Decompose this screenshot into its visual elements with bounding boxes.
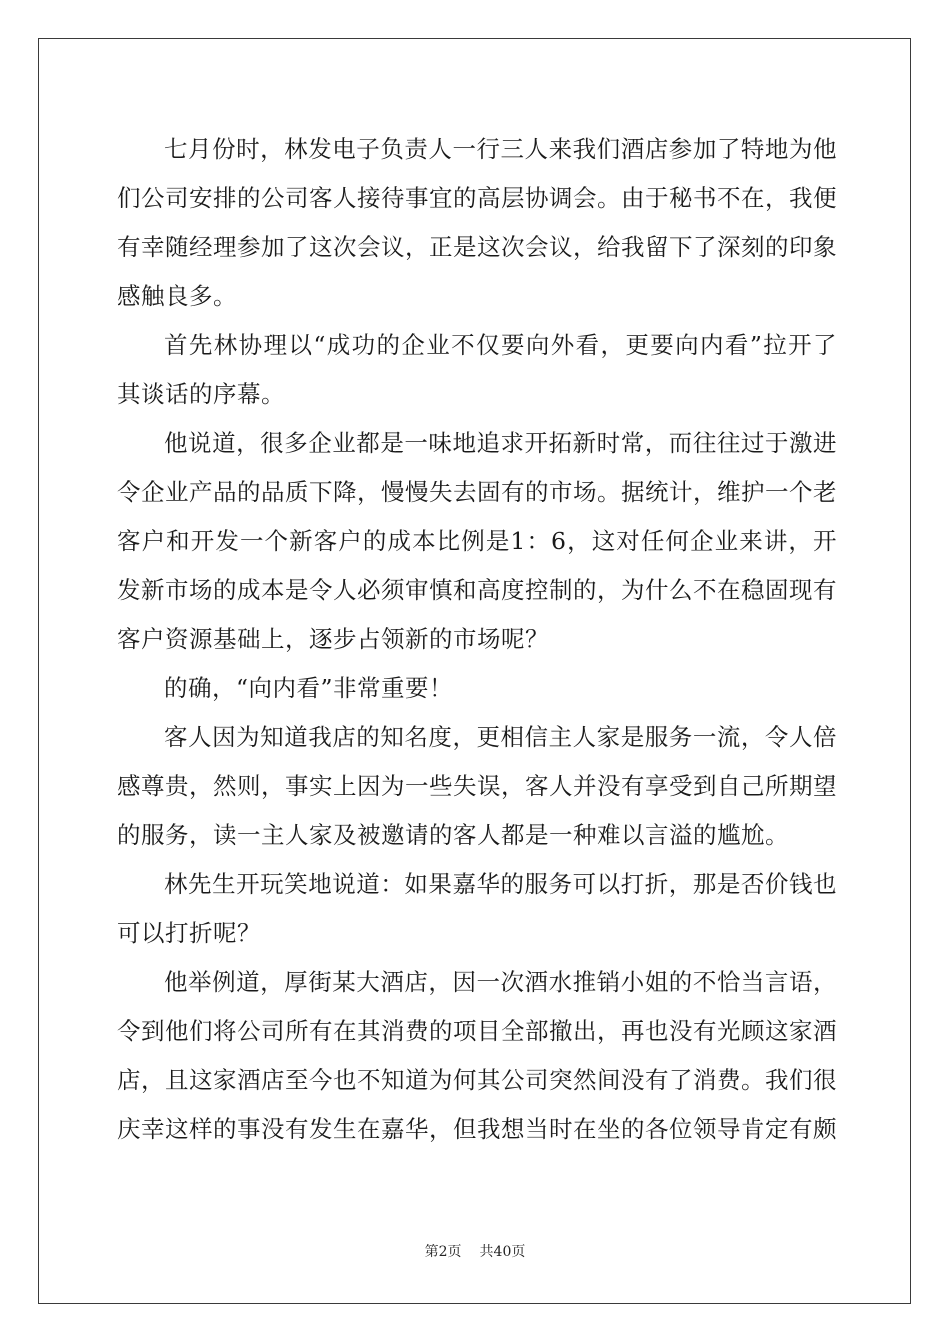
- paragraph-4: 的确，“向内看”非常重要！: [164, 674, 454, 702]
- document-body: [117, 125, 837, 1154]
- paragraph-2: 首先林协理以“成功的企业不仅要向外看，更要向内看”拉开了其谈话的序幕。: [117, 331, 837, 408]
- paragraph-7: 他举例道，厚街某大酒店，因一次酒水推销小姐的不恰当言语，令到他们将公司所有在其消费的项目全部撤出，再也没有光顾这家酒店，且这家酒店至今也不知道为何其公司突然间没有了消费。我们很庆幸这样的事没有发生在嘉华，但我想当时在坐的各位领导肯定有颇: [117, 968, 837, 1143]
- paragraph-3: 他说道，很多企业都是一味地追求开拓新时常，而往往过于激进令企业产品的品质下降，慢慢失去固有的市场。据统计，维护一个老客户和开发一个新客户的成本比例是1：6，这对任何企业来讲，开发新市场的成本是令人必须审慎和高度控制的，为什么不在稳固现有客户资源基础上，逐步占领新的市场呢？: [117, 429, 837, 653]
- paragraph-5: 客人因为知道我店的知名度，更相信主人家是服务一流，令人倍感尊贵，然则，事实上因为一些失误，客人并没有享受到自己所期望的服务，读一主人家及被邀请的客人都是一种难以言溢的尴尬。: [117, 723, 837, 849]
- paragraph-6: 林先生开玩笑地说道：如果嘉华的服务可以打折，那是否价钱也可以打折呢？: [117, 870, 837, 947]
- page-footer: [0, 1241, 950, 1261]
- total-pages: 共40页: [479, 1244, 526, 1260]
- page-number: 第2页: [424, 1244, 462, 1260]
- paragraph-1: 七月份时，林发电子负责人一行三人来我们酒店参加了特地为他们公司安排的公司客人接待事宜的高层协调会。由于秘书不在，我便有幸随经理参加了这次会议，正是这次会议，给我留下了深刻的印象感触良多。: [117, 135, 837, 310]
